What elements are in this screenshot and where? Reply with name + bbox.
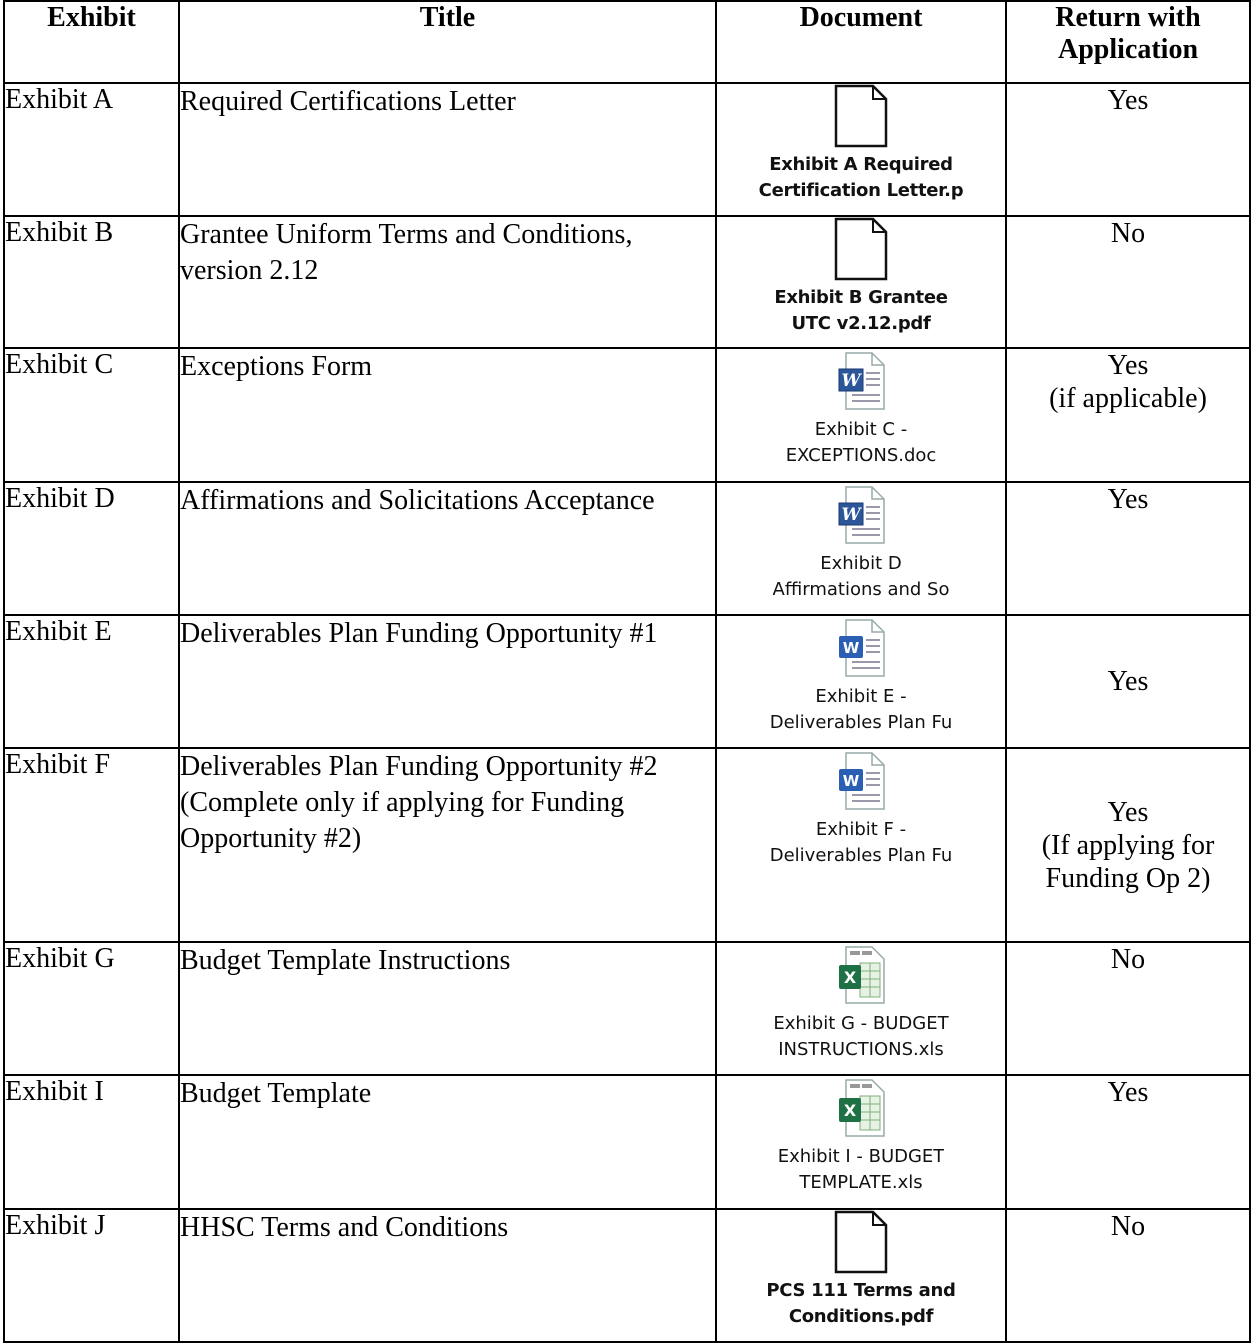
header-title: Title bbox=[179, 1, 716, 83]
document-cell[interactable] bbox=[716, 1209, 1006, 1342]
return-cell bbox=[1006, 482, 1250, 615]
document-attachment[interactable] bbox=[717, 749, 1005, 869]
document-attachment[interactable] bbox=[717, 349, 1005, 469]
return-cell bbox=[1006, 1075, 1250, 1209]
document-cell[interactable] bbox=[716, 1075, 1006, 1209]
svg-text:W: W bbox=[841, 371, 861, 391]
word-doc-icon bbox=[836, 483, 886, 547]
exhibits-table bbox=[3, 0, 1251, 1343]
document-caption bbox=[770, 684, 953, 736]
svg-text:X: X bbox=[843, 968, 857, 987]
exhibit-cell: Exhibit A bbox=[4, 83, 179, 216]
title-cell: Affirmations and Solicitations Acceptance bbox=[179, 482, 716, 615]
return-cell bbox=[1006, 83, 1250, 216]
document-caption bbox=[773, 551, 950, 603]
return-value: Yes bbox=[1107, 666, 1149, 697]
document-caption bbox=[778, 1144, 945, 1196]
return-cell bbox=[1006, 942, 1250, 1075]
caption-line: Deliverables Plan Fu bbox=[769, 712, 953, 733]
exhibit-cell: Exhibit I bbox=[4, 1075, 179, 1209]
caption-line: Exhibit I - BUDGET bbox=[777, 1146, 945, 1167]
caption-line: Exhibit E - bbox=[815, 686, 907, 707]
return-value: Yes bbox=[1107, 85, 1149, 116]
caption-line: Exhibit C - bbox=[814, 419, 908, 440]
header-return bbox=[1006, 1, 1250, 83]
caption-line: EXCEPTIONS.doc bbox=[785, 445, 937, 466]
document-attachment[interactable] bbox=[717, 84, 1005, 204]
word-doc-icon bbox=[836, 349, 886, 413]
exhibit-cell: Exhibit D bbox=[4, 482, 179, 615]
exhibit-cell: Exhibit C bbox=[4, 348, 179, 482]
title-cell: Required Certifications Letter bbox=[179, 83, 716, 216]
document-attachment[interactable] bbox=[717, 217, 1005, 337]
caption-line: Certification Letter.p bbox=[758, 180, 964, 201]
exhibit-cell: Exhibit J bbox=[4, 1209, 179, 1342]
return-cell bbox=[1006, 748, 1250, 942]
return-value: No bbox=[1110, 944, 1146, 975]
document-caption bbox=[773, 1011, 948, 1063]
title-cell: Deliverables Plan Funding Opportunity #1 bbox=[179, 615, 716, 748]
header-document: Document bbox=[716, 1, 1006, 83]
return-cell bbox=[1006, 615, 1250, 748]
return-qualifier: Funding Op 2) bbox=[1045, 862, 1211, 894]
caption-line: Exhibit D bbox=[820, 553, 902, 574]
title-cell: Deliverables Plan Funding Opportunity #2 (Complete only if applying for Funding Opportunity #2) bbox=[179, 748, 716, 942]
document-attachment[interactable] bbox=[717, 483, 1005, 603]
document-cell[interactable] bbox=[716, 615, 1006, 748]
caption-line: INSTRUCTIONS.xls bbox=[778, 1039, 944, 1060]
document-cell[interactable] bbox=[716, 348, 1006, 482]
excel-file-icon bbox=[836, 943, 886, 1007]
word-docx-icon bbox=[836, 749, 886, 813]
word-docx-icon bbox=[836, 616, 886, 680]
svg-text:W: W bbox=[842, 639, 860, 657]
exhibit-cell: Exhibit F bbox=[4, 748, 179, 942]
svg-text:W: W bbox=[842, 772, 860, 790]
caption-line: Conditions.pdf bbox=[788, 1306, 934, 1327]
title-cell: Budget Template bbox=[179, 1075, 716, 1209]
caption-line: Exhibit F - bbox=[815, 819, 907, 840]
document-caption bbox=[770, 817, 953, 869]
header-return-line2: Application bbox=[1057, 34, 1199, 65]
table-row bbox=[4, 482, 1250, 615]
return-cell bbox=[1006, 216, 1250, 348]
table-row bbox=[4, 1075, 1250, 1209]
document-attachment[interactable] bbox=[717, 616, 1005, 736]
document-cell[interactable] bbox=[716, 482, 1006, 615]
title-cell: Exceptions Form bbox=[179, 348, 716, 482]
table-row bbox=[4, 216, 1250, 348]
return-value: Yes bbox=[1107, 796, 1149, 828]
document-attachment[interactable] bbox=[717, 1210, 1005, 1330]
excel-file-icon bbox=[836, 1076, 886, 1140]
caption-line: Exhibit G - BUDGET bbox=[773, 1013, 949, 1034]
document-cell[interactable] bbox=[716, 748, 1006, 942]
document-attachment[interactable] bbox=[717, 943, 1005, 1063]
svg-text:W: W bbox=[841, 505, 861, 525]
caption-line: UTC v2.12.pdf bbox=[791, 313, 931, 334]
header-row bbox=[4, 1, 1250, 83]
pdf-file-icon bbox=[833, 217, 889, 281]
table-row bbox=[4, 1209, 1250, 1342]
exhibit-cell: Exhibit G bbox=[4, 942, 179, 1075]
document-caption bbox=[786, 417, 937, 469]
document-cell[interactable] bbox=[716, 942, 1006, 1075]
return-cell bbox=[1006, 1209, 1250, 1342]
caption-line: Deliverables Plan Fu bbox=[769, 845, 953, 866]
table-row bbox=[4, 748, 1250, 942]
table-row bbox=[4, 348, 1250, 482]
document-cell[interactable] bbox=[716, 216, 1006, 348]
document-cell[interactable] bbox=[716, 83, 1006, 216]
header-return-line1: Return with bbox=[1055, 2, 1201, 33]
table-row bbox=[4, 615, 1250, 748]
table-row bbox=[4, 83, 1250, 216]
document-attachment[interactable] bbox=[717, 1076, 1005, 1196]
caption-line: Exhibit A Required bbox=[769, 154, 953, 175]
document-caption bbox=[766, 1278, 955, 1330]
return-value: Yes bbox=[1107, 1077, 1149, 1108]
return-value: Yes bbox=[1107, 350, 1149, 381]
return-value: Yes bbox=[1107, 484, 1149, 515]
return-value: No bbox=[1110, 1211, 1146, 1242]
title-cell: Grantee Uniform Terms and Conditions, version 2.12 bbox=[179, 216, 716, 348]
pdf-file-icon bbox=[833, 84, 889, 148]
title-cell: Budget Template Instructions bbox=[179, 942, 716, 1075]
caption-line: Affirmations and So bbox=[772, 579, 950, 600]
caption-line: TEMPLATE.xls bbox=[799, 1172, 923, 1193]
caption-line: Exhibit B Grantee bbox=[774, 287, 948, 308]
pdf-file-icon bbox=[833, 1210, 889, 1274]
return-value: No bbox=[1110, 218, 1146, 249]
document-caption bbox=[774, 285, 947, 337]
return-qualifier: (if applicable) bbox=[1049, 383, 1207, 414]
caption-line: PCS 111 Terms and bbox=[766, 1280, 956, 1301]
title-cell: HHSC Terms and Conditions bbox=[179, 1209, 716, 1342]
exhibit-cell: Exhibit B bbox=[4, 216, 179, 348]
return-qualifier: (If applying for bbox=[1041, 829, 1215, 861]
svg-text:X: X bbox=[843, 1101, 857, 1120]
document-caption bbox=[759, 152, 964, 204]
header-exhibit: Exhibit bbox=[4, 1, 179, 83]
table-row bbox=[4, 942, 1250, 1075]
return-cell bbox=[1006, 348, 1250, 482]
exhibit-cell: Exhibit E bbox=[4, 615, 179, 748]
